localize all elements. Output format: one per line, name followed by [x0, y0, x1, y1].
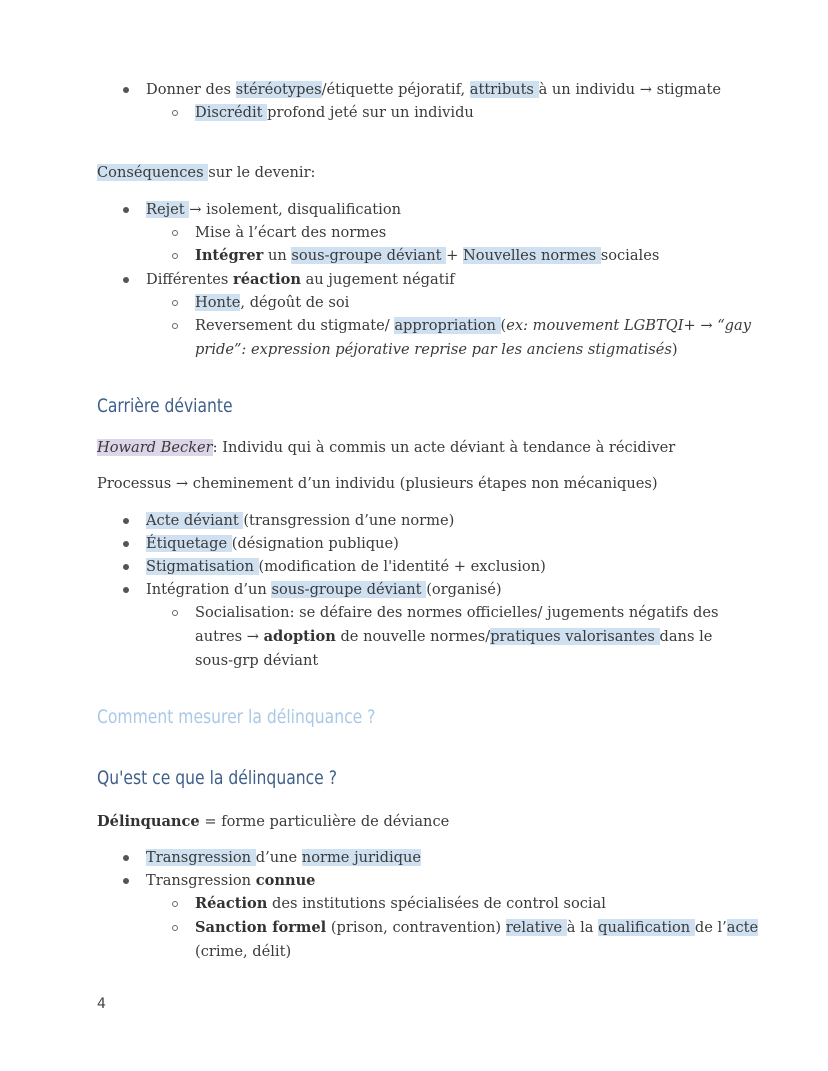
reversement-line-2: pride”: expression péjorative reprise par les anciens stigmatisés) [195, 341, 678, 358]
reaction-line: Réaction des institutions spécialisées de control social [195, 895, 606, 912]
bullet-icon [123, 277, 129, 283]
socialisation-line-3: sous-grp déviant [195, 652, 319, 669]
sub-bullet-icon [172, 901, 178, 907]
sub-bullet-icon [172, 300, 178, 306]
honte-line: Honte, dégoût de soi [195, 294, 350, 311]
sub-bullet-icon [172, 610, 178, 616]
stereotype-line: Donner des stéréotypes/étiquette péjoratif, attributs à un individu → stigmate [146, 81, 721, 98]
sub-bullet-icon [172, 925, 178, 931]
consequences-line: Conséquences sur le devenir: [97, 164, 316, 181]
bullet-icon [123, 87, 129, 93]
processus-line: Processus → cheminement d’un individu (plusieurs étapes non mécaniques) [97, 475, 658, 492]
bullet-icon [123, 878, 129, 884]
discredit-line: Discrédit profond jeté sur un individu [195, 104, 474, 121]
page-number: 4 [97, 996, 106, 1012]
reversement-line: Reversement du stigmate/ appropriation (ex: mouvement LGBTQI+ → “gay [195, 317, 751, 334]
transgression-line: Transgression d’une norme juridique [146, 849, 422, 866]
acte-line: Acte déviant (transgression d’une norme) [146, 512, 455, 529]
heading-carriere-deviante: Carrière déviante [97, 395, 233, 417]
heading-comment-mesurer: Comment mesurer la délinquance ? [97, 706, 376, 728]
etiquetage-line: Étiquetage (désignation publique) [146, 535, 399, 552]
delinquance-definition: Délinquance = forme particulière de déviance [97, 813, 450, 830]
sub-bullet-icon [172, 253, 178, 259]
stigmatisation-line: Stigmatisation (modification de l'identité + exclusion) [146, 558, 546, 575]
integration-line: Intégration d’un sous-groupe déviant (organisé) [146, 581, 502, 598]
integrer-line: Intégrer un sous-groupe déviant + Nouvelles normes sociales [195, 247, 660, 264]
bullet-icon [123, 541, 129, 547]
socialisation-line-1: Socialisation: se défaire des normes officielles/ jugements négatifs des [195, 604, 719, 621]
bullet-icon [123, 564, 129, 570]
mise-line: Mise à l’écart des normes [195, 224, 387, 241]
sanction-line-2: (crime, délit) [195, 943, 292, 960]
sub-bullet-icon [172, 323, 178, 329]
bullet-icon [123, 207, 129, 213]
sub-bullet-icon [172, 230, 178, 236]
bullet-icon [123, 855, 129, 861]
bullet-icon [123, 518, 129, 524]
socialisation-line-2: autres → adoption de nouvelle normes/pratiques valorisantes dans le [195, 628, 713, 645]
heading-quest-ce-que-delinquance: Qu'est ce que la délinquance ? [97, 767, 337, 789]
becker-line: Howard Becker: Individu qui à commis un acte déviant à tendance à récidiver [97, 439, 676, 456]
rejet-line: Rejet → isolement, disqualification [146, 201, 402, 218]
transgression-connue-line: Transgression connue [146, 872, 316, 889]
sanction-line: Sanction formel (prison, contravention) relative à la qualification de l’acte [195, 919, 759, 936]
sub-bullet-icon [172, 110, 178, 116]
bullet-icon [123, 587, 129, 593]
differentes-line: Différentes réaction au jugement négatif [146, 271, 455, 288]
